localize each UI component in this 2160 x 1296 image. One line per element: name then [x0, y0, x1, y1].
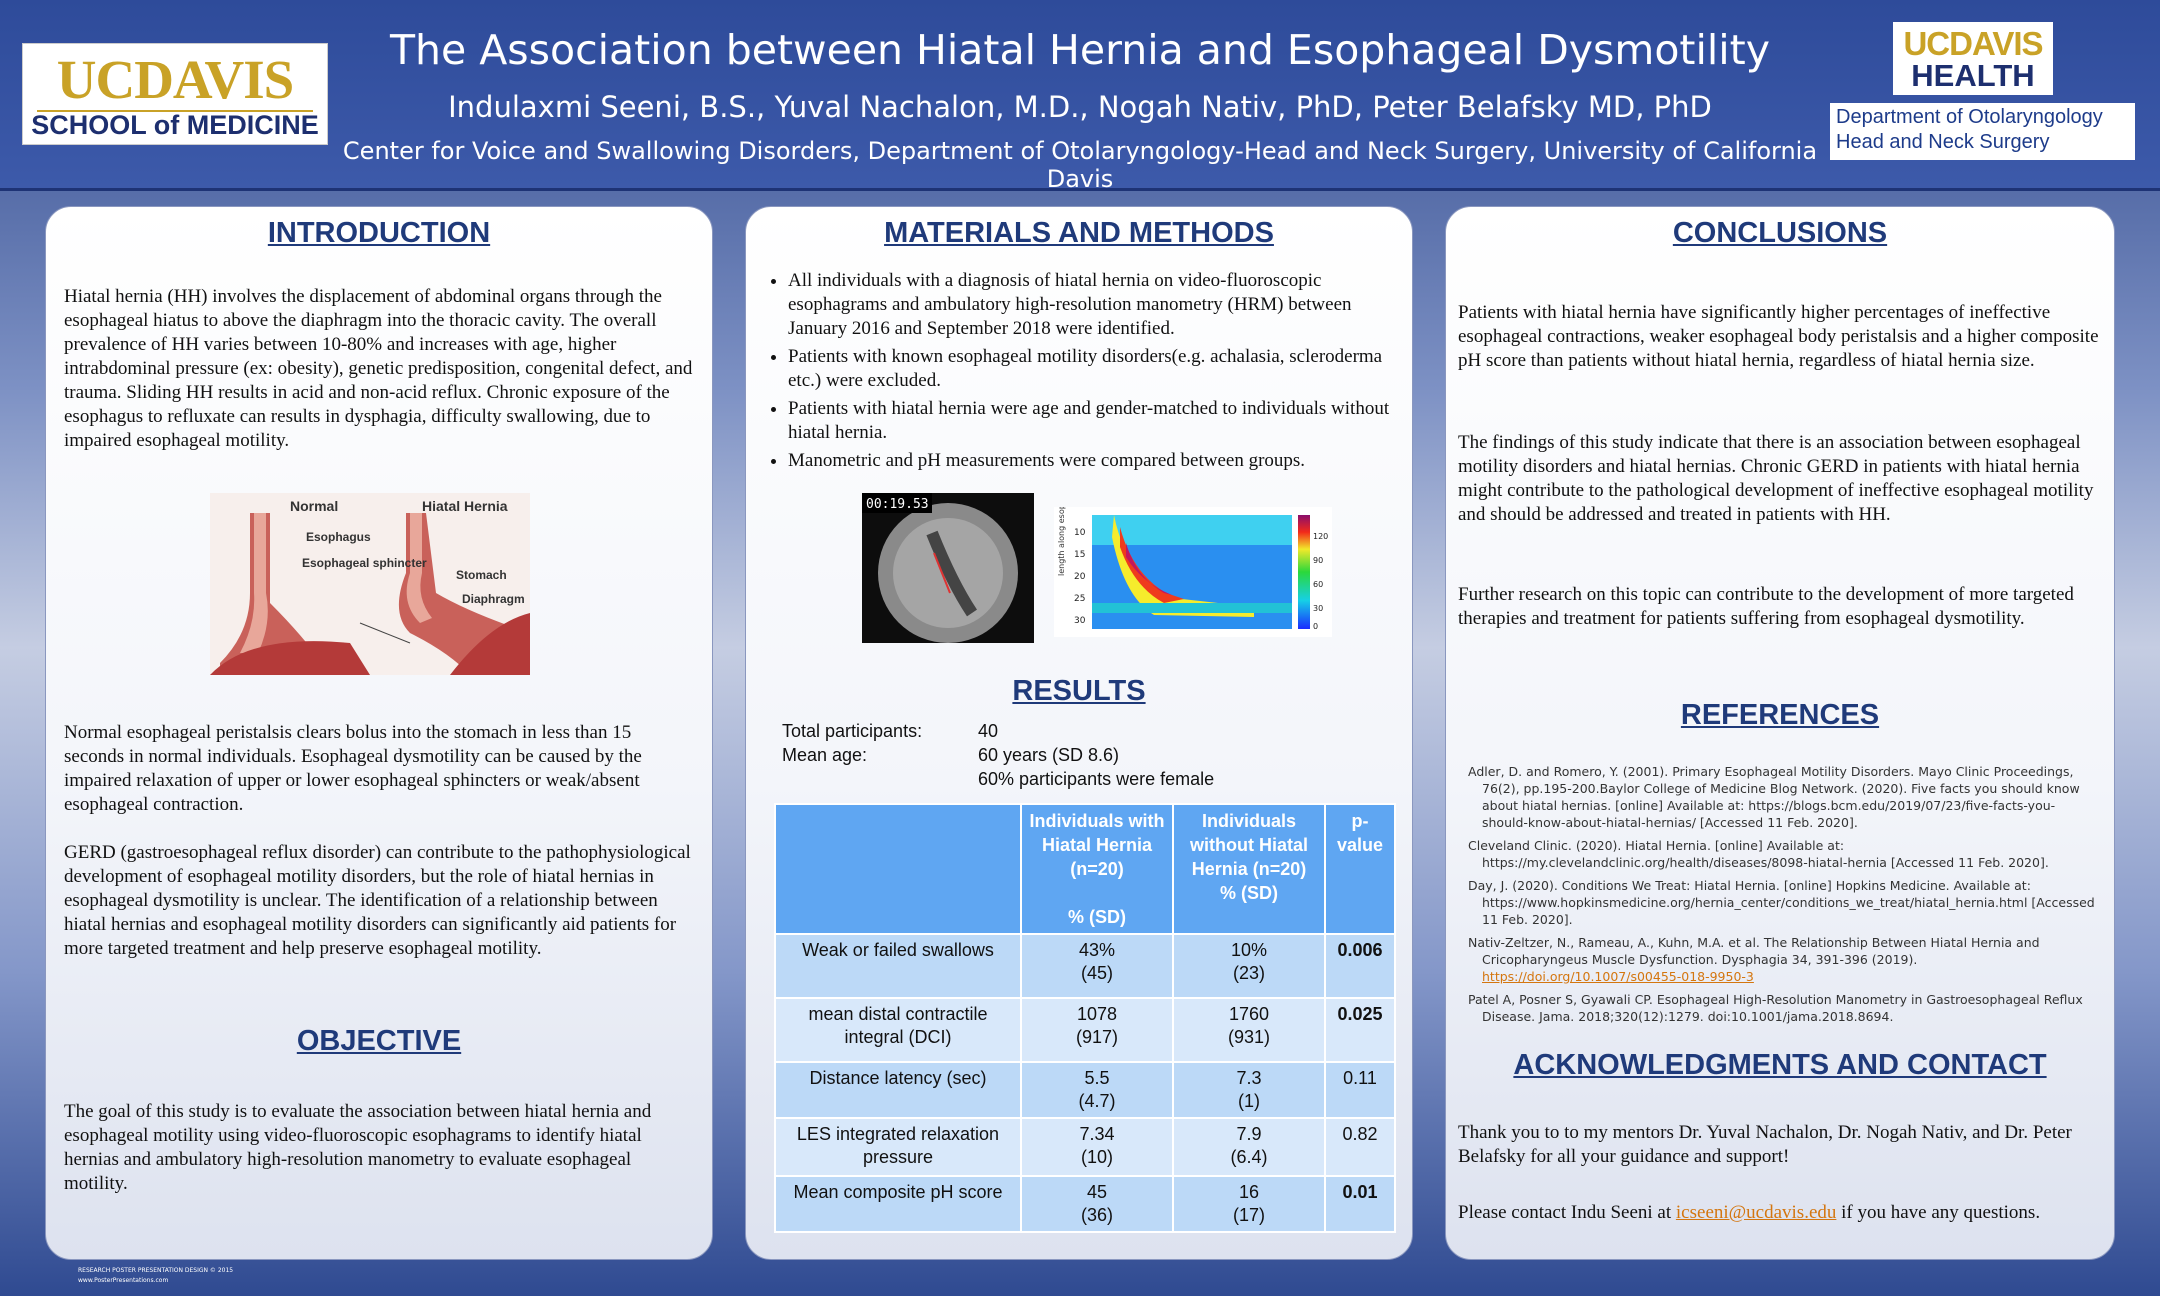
hrm-ctick: 90: [1313, 556, 1324, 565]
footer-line-2: www.PosterPresentations.com: [78, 1277, 169, 1284]
reference-doi-line: [1468, 968, 2098, 985]
results-title: RESULTS: [1012, 675, 1146, 707]
hrm-ctick: 30: [1313, 604, 1324, 613]
cell-without-a: 1760: [1228, 1004, 1270, 1024]
cell-without: [1173, 934, 1325, 998]
cell-without-a: 7.3: [1236, 1068, 1262, 1088]
cell-without-a: 7.9: [1236, 1124, 1262, 1144]
anatomy-svg: [210, 493, 530, 675]
contact-post: if you have any questions.: [1836, 1202, 2041, 1223]
header-without-hh-b: % (SD): [1220, 883, 1278, 903]
ucdavis-health-logo: [1893, 22, 2053, 95]
poster-footer: [78, 1266, 233, 1286]
label-stomach: Stomach: [456, 568, 507, 582]
cell-without: [1173, 1176, 1325, 1232]
hrm-plot-svg: [1054, 507, 1332, 637]
poster-title: The Association between Hiatal Hernia and Esophageal Dysmotility: [389, 26, 1771, 74]
reference-item: Adler, D. and Romero, Y. (2001). Primary Esophageal Motility Disorders. Mayo Clinic Proceedings, 76(2), pp.195-200.Baylor College of Medicine Blog Network. (2020). Five facts you should know about hiatal hernias. [online] Available at: https://blogs.bcm.edu/2019/07/23/five-facts-you-should-know-about-hiatal-hernias/ [Accessed 11 Feb. 2020].: [1468, 764, 2080, 830]
cell-with-b: (4.7): [1078, 1091, 1116, 1111]
label-sphincter: Esophageal sphincter: [302, 556, 427, 570]
introduction-paragraph-1: Hiatal hernia (HH) involves the displacement of abdominal organs through the esophageal hiatus to above the diaphragm into the thoracic cavity. The overall prevalence of HH varies between 10-80% and increases with age, higher intrabdominal pressure (ex: obesity), genetic predisposition, congenital defect, and trauma. Sliding HH results in acid and non-acid reflux. Chronic exposure of the esophagus to refluxate can results in dysphagia, difficulty swallowing, due to impaired esophageal motility.: [64, 286, 693, 451]
introduction-paragraph-2: Normal esophageal peristalsis clears bolus into the stomach in less than 15 seconds in normal individuals. Esophageal dysmotility can be caused by the impaired relaxation of upper or lower esophageal sphincters or weak/absent esophageal contraction.: [64, 722, 642, 815]
total-label: Total participants:: [782, 721, 923, 741]
conclusions-title: CONCLUSIONS: [1672, 217, 1888, 249]
label-normal: Normal: [290, 498, 339, 514]
references-list: [1468, 763, 2098, 1031]
cell-p: 0.11: [1325, 1062, 1395, 1118]
table-row: [775, 1062, 1395, 1118]
footer-line-1: RESEARCH POSTER PRESENTATION DESIGN © 2015: [78, 1267, 234, 1274]
cell-with-a: 1078: [1076, 1004, 1118, 1024]
cell-with-b: (10): [1080, 1147, 1113, 1167]
cell-without-b: (23): [1232, 963, 1265, 983]
methods-title: MATERIALS AND METHODS: [884, 217, 1274, 249]
hrm-plot-image: [1054, 507, 1332, 637]
cell-p: 0.01: [1325, 1176, 1395, 1232]
cell-with: [1021, 998, 1173, 1062]
header-without-hh-a: Individuals without Hiatal Hernia (n=20): [1190, 811, 1308, 879]
cell-with-a: 5.5: [1084, 1068, 1110, 1088]
methods-bullet: • Patients with known esophageal motility disorders(e.g. achalasia, scleroderma etc.) were excluded.: [788, 345, 1396, 393]
label-esophagus: Esophagus: [306, 530, 371, 544]
cell-with: [1021, 1118, 1173, 1176]
age-value: 60 years (SD 8.6): [978, 745, 1120, 765]
hrm-ctick: 120: [1313, 532, 1329, 541]
reference-item: Cleveland Clinic. (2020). Hiatal Hernia. [online] Available at: https://my.clevelandclinic.org/health/diseases/8098-hiatal-hernia [Accessed 11 Feb. 2020].: [1468, 838, 2049, 870]
introduction-paragraph-3: GERD (gastroesophageal reflux disorder) can contribute to the pathophysiological development of esophageal motility disorders, but the role of hiatal hernias in esophageal dysmotility is unclear. The identification of a relationship between hiatal hernias and esophageal motility disorders can significantly aid patients for more targeted treatment and help preserve esophageal motility.: [64, 842, 691, 959]
acknowledgments-thanks: Thank you to to my mentors Dr. Yuval Nachalon, Dr. Nogah Nativ, and Dr. Peter Belafsky for all your guidance and support!: [1458, 1122, 2072, 1167]
left-panel: [45, 206, 713, 1260]
cell-without-b: (17): [1232, 1205, 1265, 1225]
methods-bullet: • Manometric and pH measurements were compared between groups.: [788, 449, 1396, 473]
cell-p: 0.025: [1325, 998, 1395, 1062]
logo-right-top-b: HEALTH: [1911, 58, 2035, 93]
department-line-2: Head and Neck Surgery: [1836, 131, 2050, 153]
header-with-hh-a: Individuals with Hiatal Hernia (n=20): [1029, 811, 1165, 879]
cell-with-a: 43%: [1078, 940, 1116, 960]
table-header-row: [775, 804, 1395, 934]
methods-bullets: [766, 269, 1396, 477]
table-row: [775, 1118, 1395, 1176]
header-with-hh-b: % (SD): [1068, 907, 1126, 927]
header-p-value: p-value: [1325, 804, 1395, 934]
poster-header: [0, 0, 2160, 191]
ucdavis-school-of-medicine-logo: [22, 43, 328, 145]
row-label: mean distal contractile integral (DCI): [775, 998, 1021, 1062]
row-label: LES integrated relaxation pressure: [775, 1118, 1021, 1176]
table-row: [775, 934, 1395, 998]
cell-p: 0.82: [1325, 1118, 1395, 1176]
methods-list: [766, 269, 1396, 473]
hiatal-hernia-illustration: [210, 493, 530, 675]
objective-title: OBJECTIVE: [296, 1025, 462, 1057]
hrm-ctick: 60: [1313, 580, 1324, 589]
department-line-1: Department of Otolaryngology: [1836, 106, 2103, 128]
hrm-ytick: 20: [1074, 572, 1086, 582]
cell-with-a: 45: [1086, 1182, 1108, 1202]
objective-text: The goal of this study is to evaluate the association between hiatal hernia and esophageal motility using video-fluoroscopic esophagrams to identify hiatal hernias and ambulatory high-resolution manometry to evaluate esophageal motility.: [64, 1101, 652, 1194]
cell-without: [1173, 1062, 1325, 1118]
header-with-hh: [1021, 804, 1173, 934]
conclusions-paragraph-2: The findings of this study indicate that there is an association between esophageal motility disorders and hiatal hernias. Chronic GERD in patients with hiatal hernia might contribute to the pathological development of ineffective esophageal motility and should be addressed and treated in patients with HH.: [1458, 432, 2094, 525]
fluoroscopy-svg: [862, 493, 1034, 643]
poster-authors: Indulaxmi Seeni, B.S., Yuval Nachalon, M.D., Nogah Nativ, PhD, Peter Belafsky MD, PhD: [448, 90, 1712, 124]
logo-right-top-a: UCDAVIS: [1903, 25, 2043, 62]
hrm-ytick: 25: [1074, 594, 1086, 604]
conclusions-paragraph-3: Further research on this topic can contribute to the development of more targeted therapies and treatment for patients suffering from esophageal dysmotility.: [1458, 584, 2074, 629]
age-label: Mean age:: [782, 745, 868, 765]
references-title: REFERENCES: [1680, 699, 1880, 731]
hrm-ytick: 15: [1074, 550, 1086, 560]
logo-left-top: UCDAVIS: [56, 49, 294, 110]
table-row: [775, 1176, 1395, 1232]
reference-doi-link[interactable]: https://doi.org/10.1007/s00455-018-9950-3: [1482, 969, 1754, 984]
cell-without-a: 16: [1238, 1182, 1260, 1202]
cell-without-b: (6.4): [1230, 1147, 1268, 1167]
cell-without: [1173, 1118, 1325, 1176]
reference-item: Day, J. (2020). Conditions We Treat: Hiatal Hernia. [online] Hopkins Medicine. Available at: https://www.hopkinsmedicine.org/hernia_center/conditions_we_treat/hiatal_hernia.html [Accessed 11 Feb. 2020].: [1468, 878, 2095, 927]
reference-item: Nativ-Zeltzer, N., Rameau, A., Kuhn, M.A. et al. The Relationship Between Hiatal Hernia and Cricopharyngeus Muscle Dysfunction. Dysphagia 34, 391-396 (2019).: [1468, 935, 2040, 967]
results-table: [774, 803, 1396, 1233]
cell-with-b: (36): [1080, 1205, 1113, 1225]
row-label: Mean composite pH score: [775, 1176, 1021, 1232]
contact-line: [1458, 1201, 2113, 1225]
label-diaphragm: Diaphragm: [462, 592, 525, 606]
cell-without-a: 10%: [1230, 940, 1268, 960]
cell-p: 0.006: [1325, 934, 1395, 998]
fluoroscopy-image: [862, 493, 1034, 643]
hrm-ylabel: length along esophagus (cm): [1057, 507, 1066, 576]
cell-without-b: (931): [1227, 1027, 1271, 1047]
row-label: Weak or failed swallows: [775, 934, 1021, 998]
acknowledgments-title: ACKNOWLEDGMENTS AND CONTACT: [1513, 1049, 2047, 1081]
cell-with-a: 7.34: [1079, 1124, 1115, 1144]
row-label: Distance latency (sec): [775, 1062, 1021, 1118]
hrm-ytick: 10: [1074, 528, 1086, 538]
poster-affiliation: Center for Voice and Swallowing Disorders, Department of Otolaryngology-Head and Neck Surgery, University of California Davis: [342, 137, 1818, 193]
fluoro-timestamp: 00:19.53: [866, 497, 929, 512]
total-value: 40: [978, 721, 999, 741]
cell-without: [1173, 998, 1325, 1062]
middle-panel: [745, 206, 1413, 1260]
contact-email-link[interactable]: icseeni@ucdavis.edu: [1675, 1202, 1837, 1223]
reference-item: Patel A, Posner S, Gyawali CP. Esophageal High-Resolution Manometry in Gastroesophageal Reflux Disease. Jama. 2018;320(12):1279. doi:10.1001/jama.2018.8694.: [1468, 992, 2083, 1024]
cell-with-b: (917): [1075, 1027, 1119, 1047]
cell-with: [1021, 1176, 1173, 1232]
cell-with: [1021, 1062, 1173, 1118]
introduction-title: INTRODUCTION: [267, 217, 491, 249]
table-row: [775, 998, 1395, 1062]
methods-bullet: • All individuals with a diagnosis of hiatal hernia on video-fluoroscopic esophagrams and ambulatory high-resolution manometry (HRM) between January 2016 and September 2018 were identified.: [788, 269, 1396, 341]
cell-with: [1021, 934, 1173, 998]
header-without-hh: [1173, 804, 1325, 934]
department-logo: [1830, 103, 2135, 160]
hrm-ytick: 30: [1074, 616, 1086, 626]
methods-bullet: • Patients with hiatal hernia were age and gender-matched to individuals without hiatal hernia.: [788, 397, 1396, 445]
header-empty: [775, 804, 1021, 934]
hrm-ctick: 0: [1313, 622, 1319, 631]
label-hiatal: Hiatal Hernia: [422, 498, 508, 514]
cell-without-b: (1): [1238, 1091, 1260, 1111]
header-spacer: [1028, 881, 1166, 905]
logo-left-bottom: SCHOOL of MEDICINE: [31, 110, 319, 140]
conclusions-paragraph-1: Patients with hiatal hernia have significantly higher percentages of ineffective esophageal contractions, weaker esophageal body peristalsis and a higher composite pH score than patients without hiatal hernia, regardless of hiatal hernia size.: [1458, 302, 2099, 371]
female-value: 60% participants were female: [978, 769, 1215, 789]
cell-with-b: (45): [1080, 963, 1113, 983]
right-panel: [1445, 206, 2115, 1260]
contact-pre: Please contact Indu Seeni at: [1458, 1202, 1676, 1223]
